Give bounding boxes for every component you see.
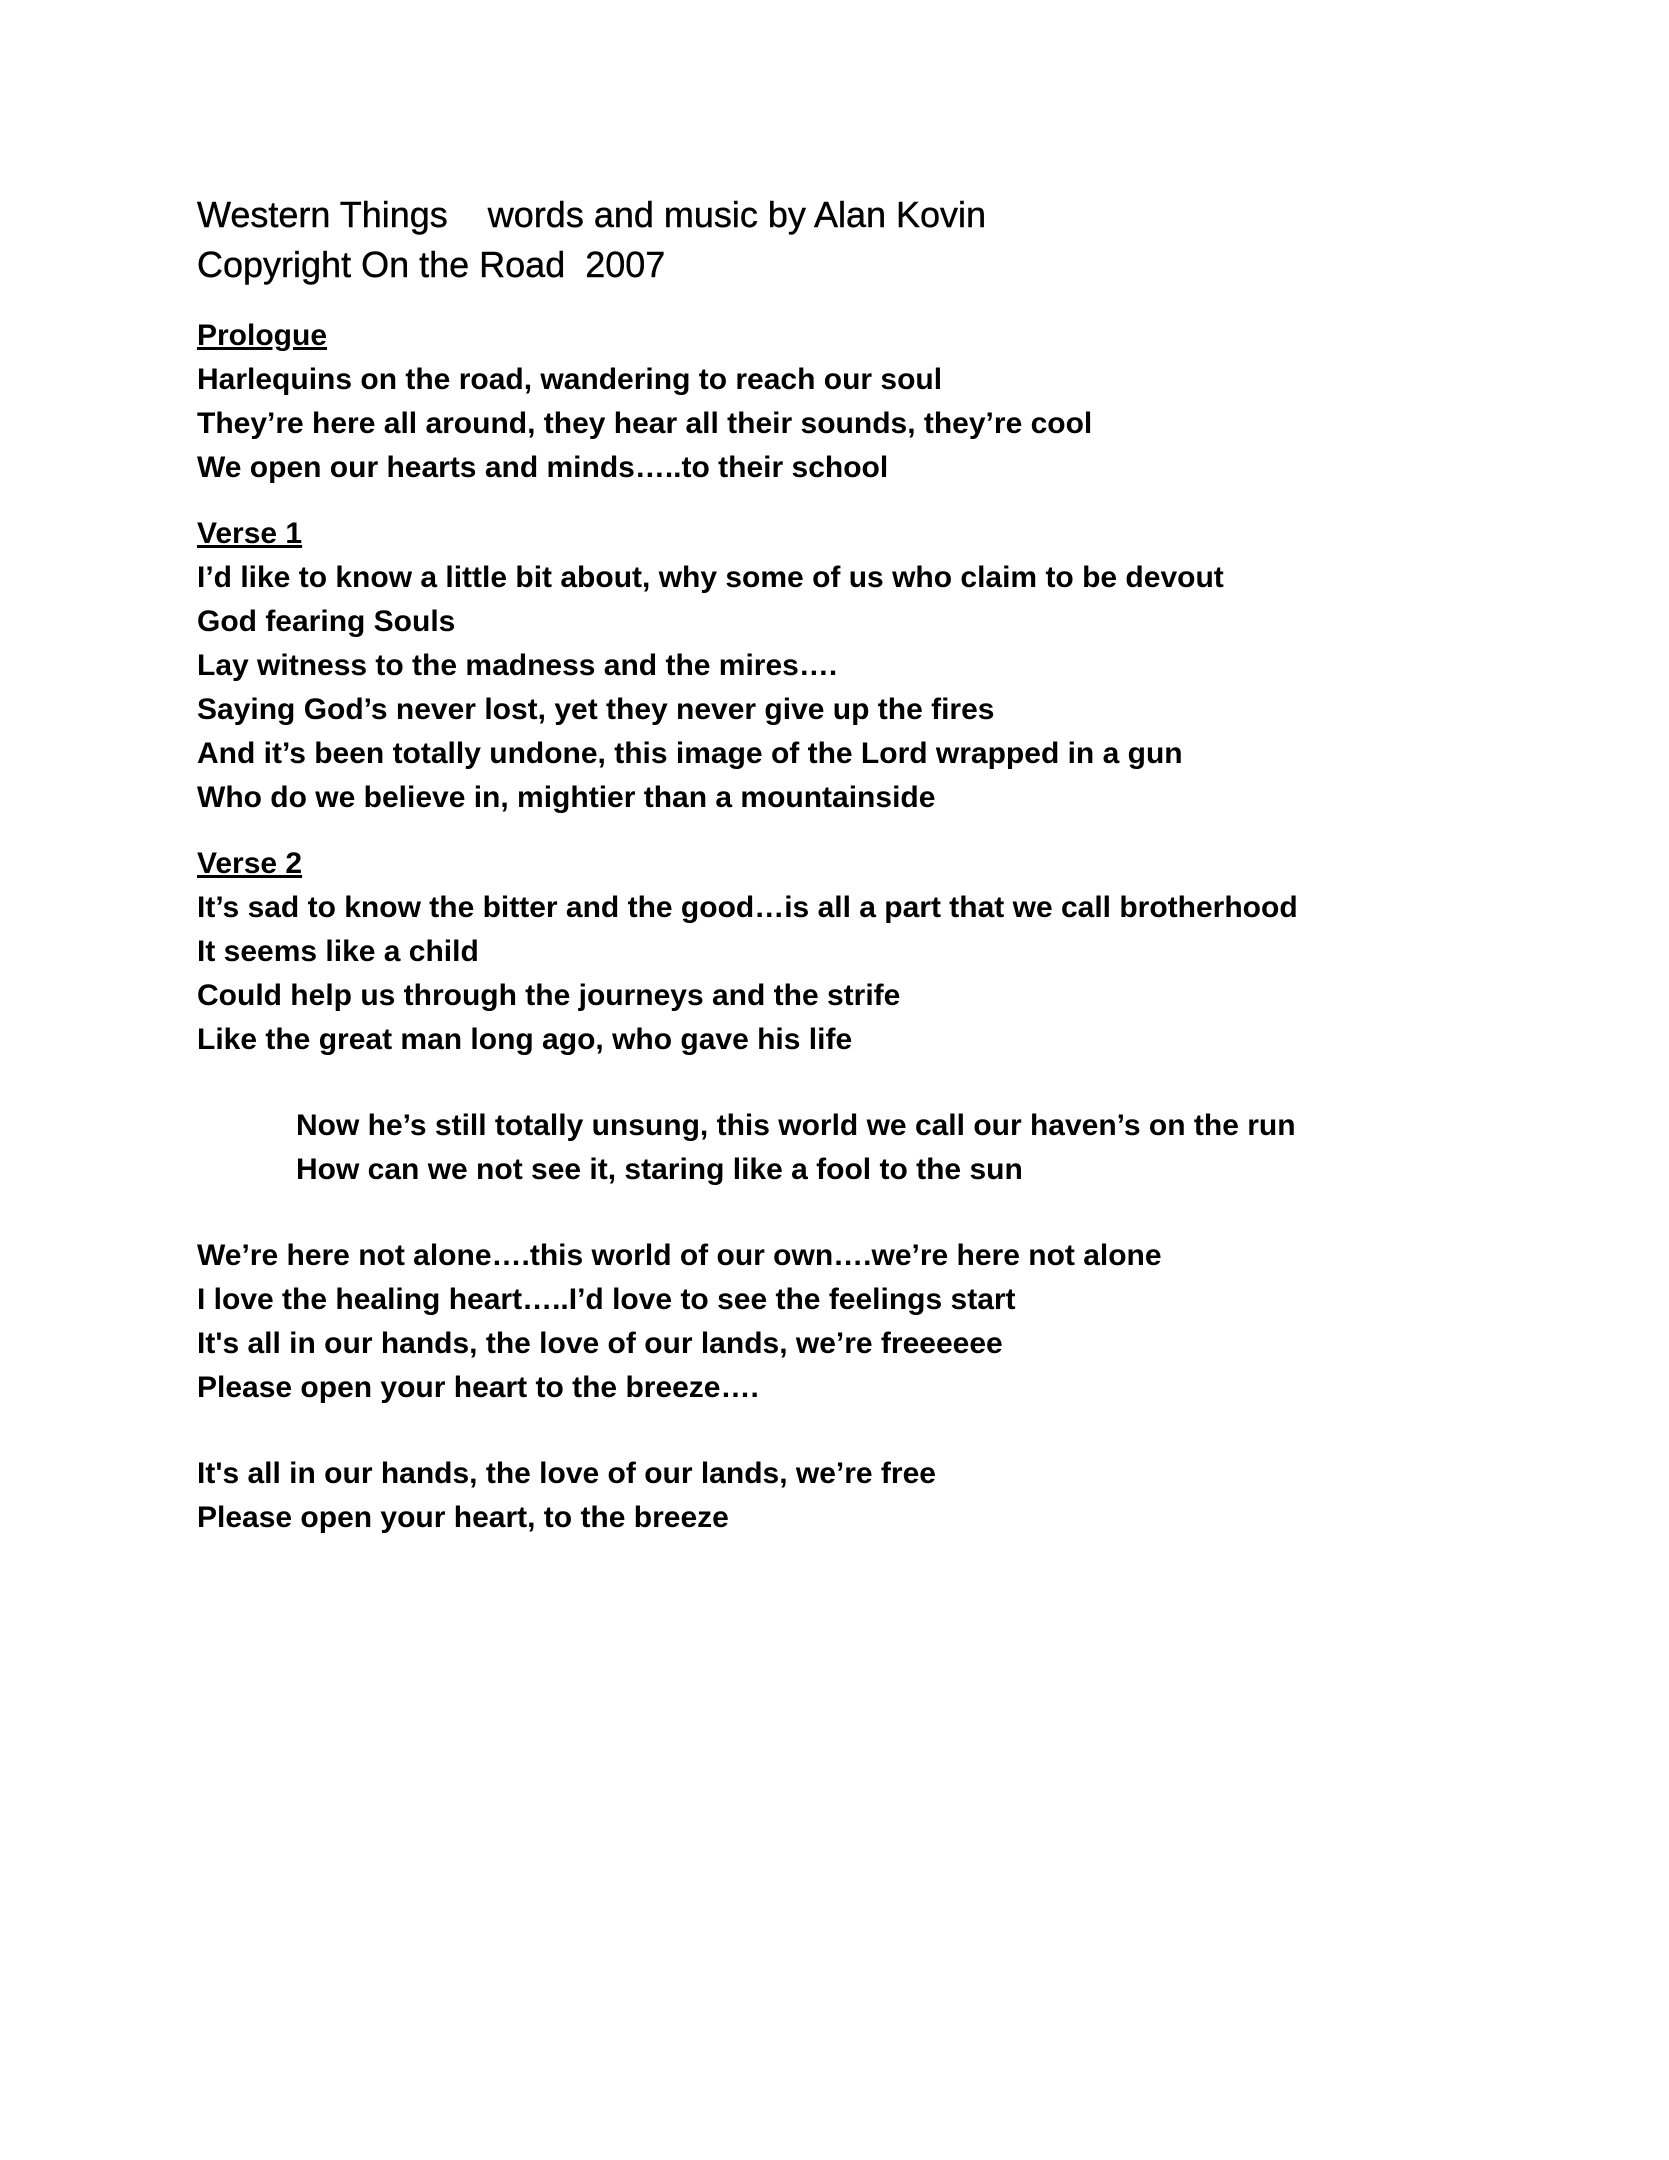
lyric-line: We open our hearts and minds…..to their school bbox=[197, 451, 889, 484]
lyric-line: It's all in our hands, the love of our lands, we’re freeeeee bbox=[197, 1327, 1003, 1360]
lyric-line: Like the great man long ago, who gave his life bbox=[197, 1023, 853, 1056]
lyric-line: Please open your heart, to the breeze bbox=[197, 1501, 729, 1534]
copyright-line: Copyright On the Road 2007 bbox=[197, 244, 666, 285]
lyric-line: I’d like to know a little bit about, why some of us who claim to be devout bbox=[197, 561, 1224, 594]
lyric-line: Lay witness to the madness and the mires…. bbox=[197, 649, 838, 682]
outro-section bbox=[197, 1452, 1597, 1540]
lyric-line: Who do we believe in, mightier than a mountainside bbox=[197, 781, 936, 814]
section-heading-prologue: Prologue bbox=[197, 319, 328, 352]
lyric-line: I love the healing heart…..I’d love to see the feelings start bbox=[197, 1283, 1016, 1316]
lyric-line: Now he’s still totally unsung, this world we call our haven’s on the run bbox=[296, 1109, 1296, 1142]
lyric-line: Could help us through the journeys and the strife bbox=[197, 979, 901, 1012]
lyric-line: We’re here not alone….this world of our own….we’re here not alone bbox=[197, 1239, 1162, 1272]
section-heading-verse1: Verse 1 bbox=[197, 517, 303, 550]
section-heading-verse2: Verse 2 bbox=[197, 847, 303, 880]
lyric-line: It's all in our hands, the love of our lands, we’re free bbox=[197, 1457, 936, 1490]
spacer bbox=[197, 1192, 1597, 1234]
bridge-section bbox=[197, 1104, 1597, 1192]
lyric-line: How can we not see it, staring like a fool to the sun bbox=[296, 1153, 1023, 1186]
lyric-line: It’s sad to know the bitter and the good…is all a part that we call brotherhood bbox=[197, 891, 1298, 924]
prologue-section bbox=[197, 314, 1597, 490]
lyric-line: Saying God’s never lost, yet they never give up the fires bbox=[197, 693, 995, 726]
lyric-line: Please open your heart to the breeze…. bbox=[197, 1371, 759, 1404]
lyric-line: God fearing Souls bbox=[197, 605, 456, 638]
lyrics-page bbox=[197, 190, 1597, 1540]
spacer bbox=[197, 1410, 1597, 1452]
song-title: Western Things words and music by Alan Kovin bbox=[197, 194, 987, 235]
lyric-line: Harlequins on the road, wandering to reach our soul bbox=[197, 363, 943, 396]
lyric-line: It seems like a child bbox=[197, 935, 479, 968]
chorus-section bbox=[197, 1234, 1597, 1410]
lyric-line: And it’s been totally undone, this image of the Lord wrapped in a gun bbox=[197, 737, 1183, 770]
spacer bbox=[197, 1062, 1597, 1104]
lyric-line: They’re here all around, they hear all their sounds, they’re cool bbox=[197, 407, 1093, 440]
verse2-section bbox=[197, 842, 1597, 1062]
title-block bbox=[197, 190, 1597, 290]
verse1-section bbox=[197, 512, 1597, 820]
